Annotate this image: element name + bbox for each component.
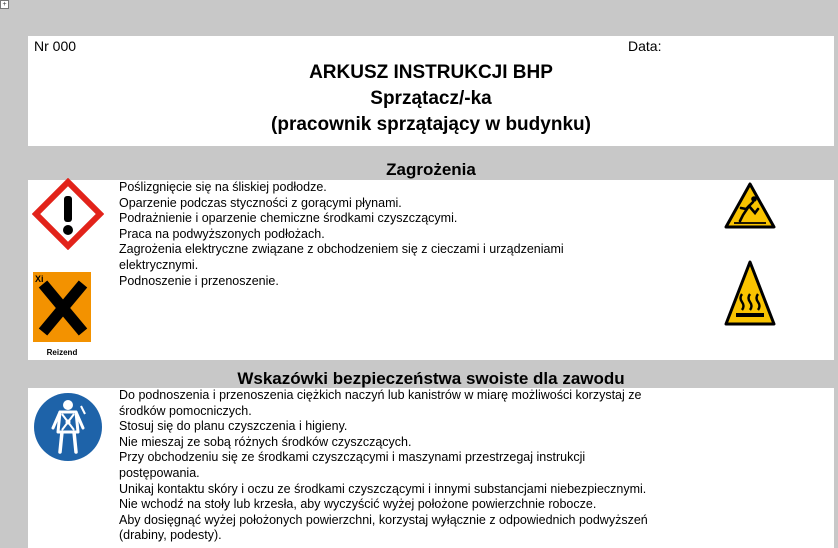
hazard-item: Podnoszenie i przenoszenie. xyxy=(119,273,279,288)
hazard-item: Zagrożenia elektryczne związane z obchodzeniem się z cieczami i urządzeniami xyxy=(119,242,564,257)
separator-band xyxy=(28,360,834,368)
guidance-item: środków pomocniczych. xyxy=(119,403,252,418)
table-move-handle-icon[interactable]: + xyxy=(0,0,9,9)
separator-band xyxy=(28,146,834,158)
guidance-item: Przy obchodzeniu się ze środkami czyszczącymi i maszynami przestrzegaj instrukcji xyxy=(119,450,586,465)
hazards-heading: Zagrożenia xyxy=(386,160,476,179)
guidance-item: postępowania. xyxy=(119,465,200,480)
ghs-exclamation-icon xyxy=(32,178,104,250)
hazard-item: Praca na podwyższonych podłożach. xyxy=(119,226,325,241)
guidance-item: Do podnoszenia i przenoszenia ciężkich naczyń lub kanistrów w miarę możliwości korzystaj ze xyxy=(119,388,642,402)
guidance-item: Aby dosięgnąć wyżej położonych powierzchni, korzystaj wyłącznie z odpowiednich podwyższeń xyxy=(119,512,648,527)
date-label: Data: xyxy=(628,38,662,54)
guidance-list xyxy=(119,388,819,544)
guidance-item: (drabiny, podesty). xyxy=(119,528,222,543)
hazard-item: Oparzenie podczas styczności z gorącymi płynami. xyxy=(119,195,402,210)
hazard-item: Poślizgnięcie się na śliskiej podłodze. xyxy=(119,180,327,194)
guidance-item: Unikaj kontaktu skóry i oczu ze środkami czyszczącymi i innymi substancjami niebezpiecznymi. xyxy=(119,481,647,496)
slippery-floor-warning-icon xyxy=(724,182,776,230)
document-page xyxy=(28,0,834,548)
irritant-xi-icon xyxy=(33,272,91,360)
hot-surface-warning-icon xyxy=(724,260,776,328)
document-subtitle-2: (pracownik sprzątający w budynku) xyxy=(271,114,591,135)
harness-mandatory-icon xyxy=(33,392,103,462)
document-title: ARKUSZ INSTRUKCJI BHP xyxy=(309,62,553,83)
guidance-item: Stosuj się do planu czyszczenia i higieny. xyxy=(119,419,348,434)
document-number: Nr 000 xyxy=(34,38,77,54)
page-top-band xyxy=(28,0,834,36)
guidance-heading: Wskazówki bezpieczeństwa swoiste dla zawodu xyxy=(237,369,625,388)
hazards-list xyxy=(119,180,679,289)
guidance-item: Nie wchodź na stoły lub krzesła, aby wyczyścić wyżej położone powierzchnie robocze. xyxy=(119,497,597,512)
xi-label: Xi xyxy=(35,274,44,284)
reizend-label: Reizend xyxy=(46,348,78,357)
hazard-item: Podrażnienie i oparzenie chemiczne środkami czyszczącymi. xyxy=(119,211,458,226)
guidance-item: Nie mieszaj ze sobą różnych środków czyszczących. xyxy=(119,434,412,449)
hazard-item: elektrycznymi. xyxy=(119,257,199,272)
document-subtitle: Sprzątacz/-ka xyxy=(370,88,492,109)
